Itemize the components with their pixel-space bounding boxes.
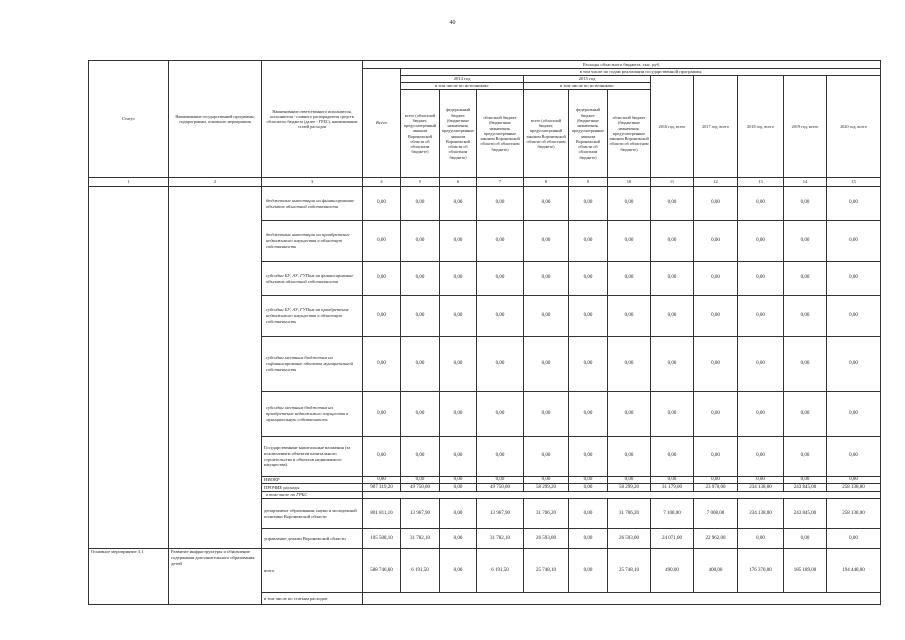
value-cell: 26 593,00 [608, 529, 651, 549]
value-cell: 234 138,00 [738, 499, 784, 529]
header-2015-federal: федеральный бюджет (бюджетные назначения, предусмотренные законом Воронежской области об областном бюджете) [569, 90, 608, 178]
value-cell: 0,00 [784, 392, 827, 437]
value-cell: 0,00 [569, 484, 608, 492]
value-cell: 0,00 [651, 262, 694, 296]
value-cell: 185 189,00 [784, 549, 827, 593]
value-cell: 0,00 [694, 477, 738, 484]
value-cell: 0,00 [363, 477, 401, 484]
value-cell: 0,00 [569, 187, 608, 221]
value-cell: 25 748,10 [524, 549, 569, 593]
value-cell: 31 782,10 [401, 529, 440, 549]
row-label: в том числе по ГРБС [262, 492, 363, 499]
value-cell: 58 299,20 [608, 484, 651, 492]
value-cell: 588 746,60 [363, 549, 401, 593]
value-cell: 0,00 [363, 296, 401, 337]
value-cell: 176 370,00 [738, 549, 784, 593]
program-cell-empty [169, 187, 262, 549]
value-cell: 0,00 [401, 296, 440, 337]
value-cell: 0,00 [569, 477, 608, 484]
value-cell: 0,00 [608, 392, 651, 437]
value-cell: 0,00 [651, 337, 694, 392]
value-cell: 0,00 [401, 437, 440, 477]
header-2015-regional: областной бюджет (бюджетные назначения, предусмотренные законом Воронежской области об областном бюджете) [608, 90, 651, 178]
value-cell: 0,00 [827, 529, 881, 549]
value-cell: 0,00 [524, 392, 569, 437]
value-cell: 0,00 [569, 296, 608, 337]
value-cell: 49 750,00 [477, 484, 524, 492]
value-cell: 0,00 [440, 392, 477, 437]
value-cell: 0,00 [827, 437, 881, 477]
value-cell: 0,00 [569, 262, 608, 296]
header-program: Наименование государственной программы, подпрограммы, основного мероприятия [169, 61, 262, 178]
row-label: бюджетные инвестиции на приобретение недвижимого имущества в областную собственность [262, 221, 363, 262]
column-number: 7 [477, 178, 524, 187]
value-cell: 0,00 [477, 477, 524, 484]
value-cell: 0,00 [694, 187, 738, 221]
value-cell: 801 811,10 [363, 499, 401, 529]
main-event-name: Развитие инфраструктуры и обновление содержания дополнительного образования детей [169, 549, 262, 605]
value-cell: 0,00 [738, 262, 784, 296]
value-cell: 0,00 [784, 187, 827, 221]
value-cell: 0,00 [651, 392, 694, 437]
header-2014-federal: федеральный бюджет (бюджетные назначения, предусмотренные законом Воронежской области об областном бюджете) [440, 90, 477, 178]
value-cell: 58 299,20 [524, 484, 569, 492]
value-cell: 0,00 [608, 296, 651, 337]
status-cell-empty [89, 187, 169, 549]
row-label: департамент образования, науки и молодежной политики Воронежской области [262, 499, 363, 529]
row-label: ПРОЧИЕ расходы [262, 484, 363, 492]
value-cell: 0,00 [738, 437, 784, 477]
value-cell: 243 845,00 [784, 499, 827, 529]
value-cell: 0,00 [784, 262, 827, 296]
value-cell: 0,00 [784, 529, 827, 549]
column-number: 3 [262, 178, 363, 187]
value-cell: 0,00 [651, 187, 694, 221]
main-event-sub-label: в том числе по статьям расходов [262, 593, 363, 605]
value-cell: 0,00 [827, 392, 881, 437]
column-number: 13 [738, 178, 784, 187]
table-row [89, 187, 881, 221]
value-cell: 13 967,90 [401, 499, 440, 529]
value-cell: 0,00 [694, 337, 738, 392]
value-cell: 0,00 [738, 392, 784, 437]
column-number-row [89, 178, 881, 187]
value-cell: 31 782,10 [477, 529, 524, 549]
value-cell: 0,00 [363, 221, 401, 262]
value-cell: 0,00 [401, 187, 440, 221]
value-cell: 0,00 [608, 437, 651, 477]
main-event-label: всего [262, 549, 363, 593]
value-cell: 0,00 [784, 221, 827, 262]
header-2014-total: всего (областной бюджет, предусмотренный законом Воронежской области об областном бюджете) [401, 90, 440, 178]
value-cell: 907 319,20 [363, 484, 401, 492]
value-cell: 0,00 [608, 187, 651, 221]
header-status: Статус [89, 61, 169, 178]
value-cell: 0,00 [477, 262, 524, 296]
value-cell: 0,00 [738, 296, 784, 337]
value-cell: 0,00 [401, 477, 440, 484]
value-cell: 0,00 [363, 262, 401, 296]
header-expenses-title: Расходы областного бюджета, тыс. руб. [363, 61, 881, 69]
value-cell: 0,00 [401, 392, 440, 437]
header-year-2015: 2015 год [524, 76, 651, 83]
value-cell: 243 845,00 [784, 484, 827, 492]
value-cell: 0,00 [608, 221, 651, 262]
value-cell: 0,00 [569, 337, 608, 392]
value-cell: 24 071,00 [651, 529, 694, 549]
value-cell: 0,00 [363, 337, 401, 392]
column-number: 8 [524, 178, 569, 187]
value-cell: 0,00 [524, 437, 569, 477]
header-2016: 2016 год, всего [651, 76, 694, 178]
value-cell: 0,00 [401, 262, 440, 296]
value-cell: 0,00 [440, 296, 477, 337]
value-cell: 0,00 [524, 187, 569, 221]
main-event-status: Основное мероприятие 3.1 [89, 549, 169, 605]
column-number: 11 [651, 178, 694, 187]
header-2018: 2018 год, всего [738, 76, 784, 178]
value-cell: 0,00 [477, 187, 524, 221]
value-cell: 0,00 [608, 262, 651, 296]
row-label: субсидии местным бюджетам на софинансирование объектов муниципальной собственности [262, 337, 363, 392]
empty-values [363, 593, 881, 605]
value-cell: 0,00 [784, 337, 827, 392]
column-number: 6 [440, 178, 477, 187]
value-cell: 0,00 [784, 437, 827, 477]
row-label: субсидии местным бюджетам на приобретение недвижимого имущества в муниципальную собственность [262, 392, 363, 437]
value-cell: 258 138,00 [827, 484, 881, 492]
value-cell: 6 191,50 [477, 549, 524, 593]
value-cell: 0,00 [827, 296, 881, 337]
column-number: 12 [694, 178, 738, 187]
value-cell: 0,00 [694, 437, 738, 477]
value-cell: 23 970,00 [694, 484, 738, 492]
value-cell: 0,00 [608, 477, 651, 484]
value-cell: 0,00 [401, 221, 440, 262]
row-label: субсидии БУ, АУ, ГУПам на приобретение недвижимого имущества в областную собственность [262, 296, 363, 337]
value-cell: 0,00 [827, 337, 881, 392]
value-cell: 0,00 [477, 221, 524, 262]
value-cell: 0,00 [401, 337, 440, 392]
value-cell: 0,00 [477, 296, 524, 337]
value-cell: 0,00 [694, 221, 738, 262]
value-cell: 0,00 [694, 262, 738, 296]
main-event-row [89, 549, 881, 593]
header-2017: 2017 год, всего [694, 76, 738, 178]
value-cell: 31 179,00 [651, 484, 694, 492]
value-cell: 0,00 [440, 262, 477, 296]
value-cell: 0,00 [608, 337, 651, 392]
value-cell: 0,00 [440, 477, 477, 484]
value-cell: 0,00 [440, 484, 477, 492]
column-number: 15 [827, 178, 881, 187]
value-cell: 0,00 [738, 187, 784, 221]
value-cell: 0,00 [524, 337, 569, 392]
row-label: управление делами Воронежской области [262, 529, 363, 549]
row-label: НИОКР [262, 477, 363, 484]
value-cell: 234 138,00 [738, 484, 784, 492]
value-cell: 0,00 [440, 337, 477, 392]
value-cell: 0,00 [784, 477, 827, 484]
value-cell: 49 750,00 [401, 484, 440, 492]
header-2015-total: всего (областной бюджет, предусмотренный законом Воронежской области об областном бюджете) [524, 90, 569, 178]
column-number: 9 [569, 178, 608, 187]
header-sources-2015: в том числе по источникам: [524, 83, 651, 90]
value-cell: 0,00 [738, 337, 784, 392]
value-cell: 0,00 [440, 221, 477, 262]
value-cell: 0,00 [477, 337, 524, 392]
value-cell: 0,00 [694, 392, 738, 437]
empty-values [363, 492, 881, 499]
value-cell: 0,00 [738, 477, 784, 484]
value-cell: 0,00 [477, 392, 524, 437]
value-cell: 258 138,00 [827, 499, 881, 529]
budget-table [88, 60, 881, 605]
value-cell: 0,00 [363, 187, 401, 221]
value-cell: 0,00 [738, 529, 784, 549]
page-number: 40 [449, 20, 456, 26]
value-cell: 7 108,00 [651, 499, 694, 529]
column-number: 4 [363, 178, 401, 187]
value-cell: 26 593,00 [524, 529, 569, 549]
value-cell: 0,00 [569, 221, 608, 262]
value-cell: 0,00 [524, 296, 569, 337]
value-cell: 0,00 [569, 392, 608, 437]
column-number: 2 [169, 178, 262, 187]
value-cell: 0,00 [827, 262, 881, 296]
value-cell: 0,00 [440, 437, 477, 477]
value-cell: 0,00 [569, 549, 608, 593]
value-cell: 0,00 [694, 296, 738, 337]
value-cell: 490,00 [651, 549, 694, 593]
value-cell: 0,00 [827, 221, 881, 262]
header-year-2014: 2014 год [401, 76, 524, 83]
value-cell: 0,00 [569, 437, 608, 477]
header-2020: 2020 год, всего [827, 76, 881, 178]
value-cell: 7 008,00 [694, 499, 738, 529]
value-cell: 0,00 [569, 499, 608, 529]
value-cell: 0,00 [524, 262, 569, 296]
header-by-years: в том числе по годам реализации государственной программы [401, 69, 881, 76]
value-cell: 0,00 [363, 392, 401, 437]
value-cell: 22 962,00 [694, 529, 738, 549]
value-cell: 0,00 [651, 296, 694, 337]
value-cell: 6 191,50 [401, 549, 440, 593]
header-total: Всего [363, 69, 401, 178]
column-number: 14 [784, 178, 827, 187]
value-cell: 0,00 [784, 296, 827, 337]
column-number: 10 [608, 178, 651, 187]
column-number: 1 [89, 178, 169, 187]
value-cell: 0,00 [440, 187, 477, 221]
row-label: Государственные капитальные вложения (за исключением объектов капитального строительства и объектов недвижимого имущества) [262, 437, 363, 477]
value-cell: 0,00 [569, 529, 608, 549]
header-executor: Наименование ответственного исполнителя, исполнителя - главного распорядителя средств областного бюджета (далее - ГРБС), наименование статей расходов [262, 61, 363, 178]
value-cell: 0,00 [651, 477, 694, 484]
value-cell: 0,00 [651, 221, 694, 262]
column-number: 5 [401, 178, 440, 187]
value-cell: 0,00 [524, 221, 569, 262]
value-cell: 0,00 [363, 437, 401, 477]
row-label: бюджетные инвестиции на финансирование объектов областной собственности [262, 187, 363, 221]
value-cell: 0,00 [827, 477, 881, 484]
table-body [89, 187, 881, 605]
value-cell: 0,00 [440, 499, 477, 529]
value-cell: 0,00 [738, 221, 784, 262]
value-cell: 31 706,20 [608, 499, 651, 529]
value-cell: 13 967,90 [477, 499, 524, 529]
value-cell: 0,00 [827, 187, 881, 221]
value-cell: 31 706,20 [524, 499, 569, 529]
value-cell: 194 448,00 [827, 549, 881, 593]
value-cell: 0,00 [651, 437, 694, 477]
value-cell: 0,00 [440, 549, 477, 593]
header-2019: 2019 год, всего [784, 76, 827, 178]
header-2014-regional: областной бюджет (бюджетные назначения, предусмотренные законом Воронежской области об областном бюджете) [477, 90, 524, 178]
value-cell: 105 508,10 [363, 529, 401, 549]
value-cell: 0,00 [477, 437, 524, 477]
value-cell: 25 748,10 [608, 549, 651, 593]
value-cell: 400,00 [694, 549, 738, 593]
row-label: субсидии БУ, АУ, ГУПам на финансирование объектов областной собственности [262, 262, 363, 296]
header-sources-2014: в том числе по источникам: [401, 83, 524, 90]
value-cell: 0,00 [440, 529, 477, 549]
value-cell: 0,00 [524, 477, 569, 484]
